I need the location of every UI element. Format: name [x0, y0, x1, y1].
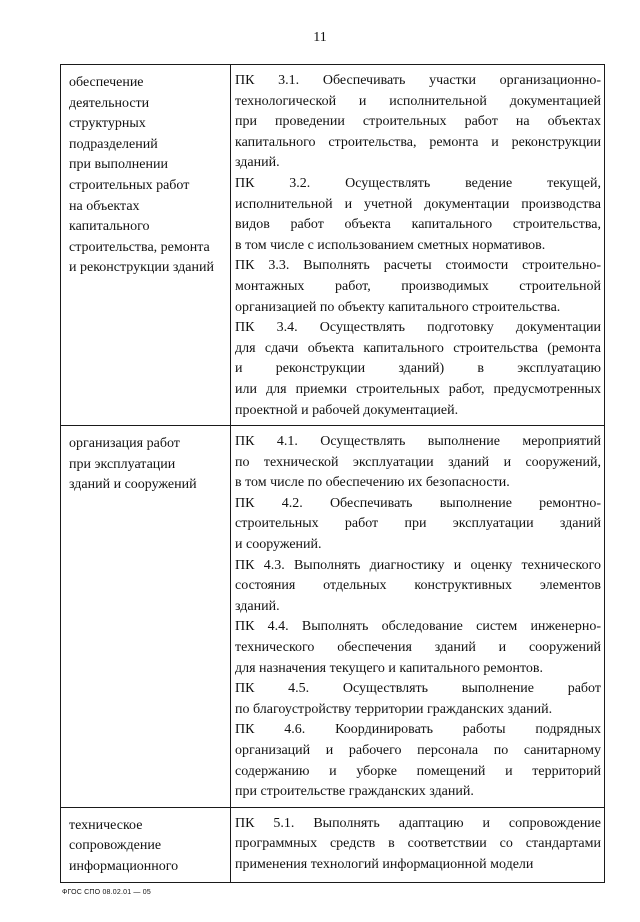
- activity-area-cell: [61, 65, 231, 426]
- footer-code: ФГОС СПО 08.02.01 — 05: [62, 889, 151, 896]
- activity-area-line: обеспечение: [69, 75, 144, 90]
- activity-area-cell: [61, 426, 231, 808]
- competency-item: [235, 318, 601, 421]
- table-row: [61, 65, 605, 426]
- competency-line: и реконструкции зданий) в эксплуатацию: [235, 361, 601, 377]
- page-number: 11: [313, 30, 327, 45]
- competency-line: технологической и исполнительной документацией: [235, 93, 601, 109]
- competency-line: ПК 3.2. Осуществлять ведение текущей,: [235, 175, 601, 191]
- competency-item: [235, 814, 601, 876]
- competency-line: строительных работ при эксплуатации зданий: [235, 516, 601, 532]
- competency-line: по технической эксплуатации зданий и сооружений,: [235, 454, 601, 470]
- competencies-cell: [231, 807, 605, 882]
- competency-line: ПК 5.1. Выполнять адаптацию и сопровождение: [235, 815, 601, 831]
- activity-area-line: строительных работ: [69, 177, 190, 193]
- competency-line: ПК 3.1. Обеспечивать участки организационно-: [235, 73, 601, 88]
- activity-area-line: информационного: [69, 858, 179, 874]
- activity-area-line: сопровождение: [69, 838, 162, 854]
- competency-line: ПК 4.6. Координировать работы подрядных: [235, 722, 601, 738]
- competency-line: капитального строительства, ремонта и реконструкции: [235, 134, 601, 150]
- activity-area-line: техническое: [69, 817, 143, 833]
- competency-item: [235, 432, 601, 494]
- competency-line: состояния отдельных конструктивных элементов: [235, 578, 601, 594]
- table-row: [61, 807, 605, 882]
- competency-line: в том числе с использованием сметных нормативов.: [235, 237, 546, 253]
- activity-area-line: и реконструкции зданий: [69, 260, 214, 276]
- competency-line: зданий.: [235, 155, 280, 171]
- competency-line: монтажных работ, производимых строительной: [235, 278, 601, 294]
- competency-line: ПК 4.5. Осуществлять выполнение работ: [235, 681, 601, 697]
- competency-line: ПК 4.4. Выполнять обследование систем инженерно-: [235, 619, 601, 635]
- competency-line: ПК 4.2. Обеспечивать выполнение ремонтно-: [235, 495, 601, 511]
- competency-line: ПК 4.3. Выполнять диагностику и оценку технического: [235, 557, 601, 573]
- table-body: [61, 65, 605, 883]
- activity-area-line: деятельности: [69, 95, 150, 111]
- competency-line: ПК 3.3. Выполнять расчеты стоимости строительно-: [235, 258, 601, 274]
- competency-line: организаций и рабочего персонала по санитарному: [235, 743, 601, 758]
- competency-line: при проведении строительных работ на объектах: [235, 114, 601, 130]
- competency-line: в том числе по обеспечению их безопасности.: [235, 475, 510, 491]
- competency-line: организацией по объекту капитального строительства.: [235, 299, 561, 315]
- competency-item: [235, 556, 601, 618]
- activity-area-line: организация работ: [69, 436, 180, 452]
- table-row: [61, 426, 605, 808]
- competency-line: видов работ объекта капитального строительства,: [235, 217, 601, 233]
- competency-item: [235, 256, 601, 318]
- competency-item: [235, 679, 601, 720]
- activity-area-line: подразделений: [69, 136, 158, 152]
- activity-area-line: структурных: [69, 116, 146, 132]
- competency-line: технического обеспечения зданий и сооружений: [235, 640, 601, 656]
- competency-line: ПК 3.4. Осуществлять подготовку документации: [235, 320, 601, 336]
- competency-item: [235, 494, 601, 556]
- competency-line: для сдачи объекта капитального строительства (ремонта: [235, 340, 601, 356]
- competency-item: [235, 174, 601, 256]
- competency-item: [235, 617, 601, 679]
- competency-line: исполнительной и учетной документации производства: [235, 196, 601, 212]
- activity-area-line: при выполнении: [69, 157, 168, 173]
- competency-line: проектной и рабочей документацией.: [235, 402, 459, 418]
- activity-area-line: капитального: [69, 219, 150, 235]
- competency-table: [60, 64, 605, 883]
- competencies-cell: [231, 426, 605, 808]
- competency-line: для назначения текущего и капитального ремонтов.: [235, 660, 544, 676]
- competency-line: содержанию и уборке помещений и территорий: [235, 763, 601, 779]
- competency-line: или для приемки строительных работ, предусмотренных: [235, 381, 601, 397]
- competency-line: по благоустройству территории гражданских зданий.: [235, 701, 553, 717]
- competency-line: программных средств в соответствии со стандартами: [235, 836, 601, 852]
- activity-area-line: на объектах: [69, 198, 140, 214]
- activity-area-line: строительства, ремонта: [69, 239, 210, 255]
- competency-line: и сооружений.: [235, 537, 322, 553]
- competency-line: зданий.: [235, 598, 280, 614]
- activity-area-cell: [61, 807, 231, 882]
- competency-line: применения технологий информационной модели: [235, 856, 534, 872]
- competencies-cell: [231, 65, 605, 426]
- activity-area-line: зданий и сооружений: [69, 477, 197, 493]
- activity-area-line: при эксплуатации: [69, 456, 176, 472]
- competency-line: ПК 4.1. Осуществлять выполнение мероприятий: [235, 434, 601, 450]
- competency-item: [235, 71, 601, 174]
- competency-line: при строительстве гражданских зданий.: [235, 784, 474, 800]
- competency-item: [235, 720, 601, 802]
